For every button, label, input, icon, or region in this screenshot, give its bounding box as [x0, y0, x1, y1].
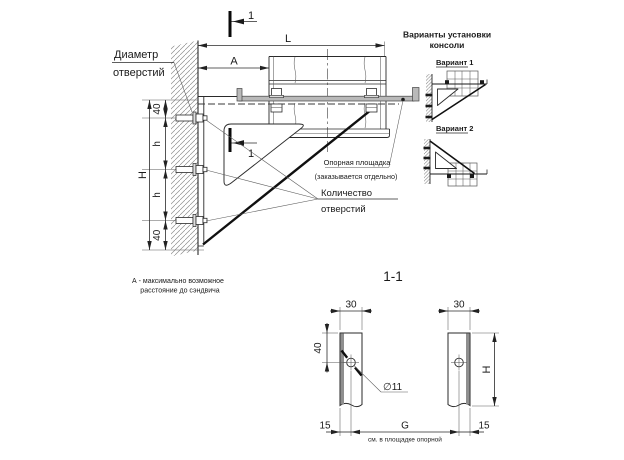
dim-A-label: А [230, 55, 238, 68]
dim-30-left-label: 30 [345, 299, 357, 311]
arm-bolt-mark [470, 174, 474, 178]
footnote-line-1: А - максимально возможное [132, 278, 224, 285]
dim-15-right-label: 15 [478, 420, 490, 432]
wall-bolt-mark [424, 167, 431, 170]
dimension-30-right [438, 300, 480, 331]
support-plate [237, 88, 419, 102]
support-plate-left-hook [237, 89, 242, 102]
dim-40-section-label: 40 [313, 342, 324, 354]
plate-edge [340, 333, 344, 404]
dim-L-label: L [284, 33, 292, 45]
section-mark-label: 1 [247, 148, 255, 160]
variants-title-1: Варианты установки [402, 29, 492, 40]
support-plate-right-hook [413, 88, 420, 102]
dim-15-left-label: 15 [319, 420, 331, 432]
dim-H-section-label: H [481, 365, 493, 374]
dimension-30-left [330, 300, 372, 331]
section-title: 1-1 [383, 269, 403, 284]
variant2-thumbnail [424, 139, 488, 186]
dimension-L [198, 33, 385, 56]
dim-h2-label: h [152, 192, 163, 198]
hole-dia-callout [355, 366, 409, 393]
dim-h1-label: h [152, 141, 163, 147]
leader-line [206, 199, 318, 221]
wall-bolt-mark [424, 157, 431, 160]
leader-line [389, 101, 403, 168]
wall-bolt-mark [424, 147, 431, 150]
dimension-H-section [472, 333, 499, 406]
section-arrow [233, 19, 244, 25]
wall-hatch [426, 74, 432, 122]
dim-40-top-label: 40 [152, 103, 163, 115]
leader-line [206, 170, 318, 199]
footnote-A [132, 278, 224, 295]
hole-dia-label: ∅11 [383, 382, 403, 393]
dim-G-label: G [401, 420, 409, 432]
support-plate-label-2: (заказывается отдельно) [314, 172, 398, 181]
break-line [294, 57, 296, 83]
hole-diameter-label-1: Диаметр [114, 49, 159, 61]
section-view [313, 269, 499, 444]
break-line [364, 57, 366, 83]
section-mark-label: 1 [247, 10, 255, 22]
arm-bolt-mark [480, 80, 484, 84]
variants-panel [403, 30, 491, 187]
support-plate-label-1: Опорная площадка [323, 158, 391, 167]
gusset-cutout [436, 152, 457, 169]
dimension-A [198, 56, 269, 69]
dim-40-bottom-label: 40 [152, 229, 163, 241]
support-plate-band [239, 96, 414, 101]
section-cut-marker-top [230, 10, 257, 37]
plate-edge [466, 333, 470, 404]
gusset-cutout [438, 89, 459, 106]
variant2-label: Вариант 2 [436, 124, 474, 133]
variant1-thumbnail [426, 71, 488, 122]
wall-bolt-mark [426, 105, 433, 108]
main-view [112, 10, 419, 295]
support-plate-callout [315, 98, 405, 181]
wall-hatch [424, 139, 430, 184]
arm-bolt-mark [445, 80, 449, 84]
hole-diameter-label-2: отверстий [113, 67, 165, 79]
wall-bolt-mark [426, 94, 433, 97]
footnote-line-2: расстояние до сэндвича [140, 287, 220, 295]
section-note: см. в площадке опорной [368, 436, 442, 444]
dim-H-label: H [137, 171, 149, 179]
holes-count-label-1: Количество [321, 188, 373, 199]
variants-title-2: консоли [429, 40, 465, 50]
holes-count-label-2: отверстий [321, 204, 366, 215]
arm-bolt-mark [447, 174, 451, 178]
dim-30-right-label: 30 [453, 299, 465, 311]
variant1-label: Вариант 1 [436, 58, 474, 67]
gusset-cutout [224, 124, 303, 185]
wall-bolt-mark [426, 116, 433, 119]
